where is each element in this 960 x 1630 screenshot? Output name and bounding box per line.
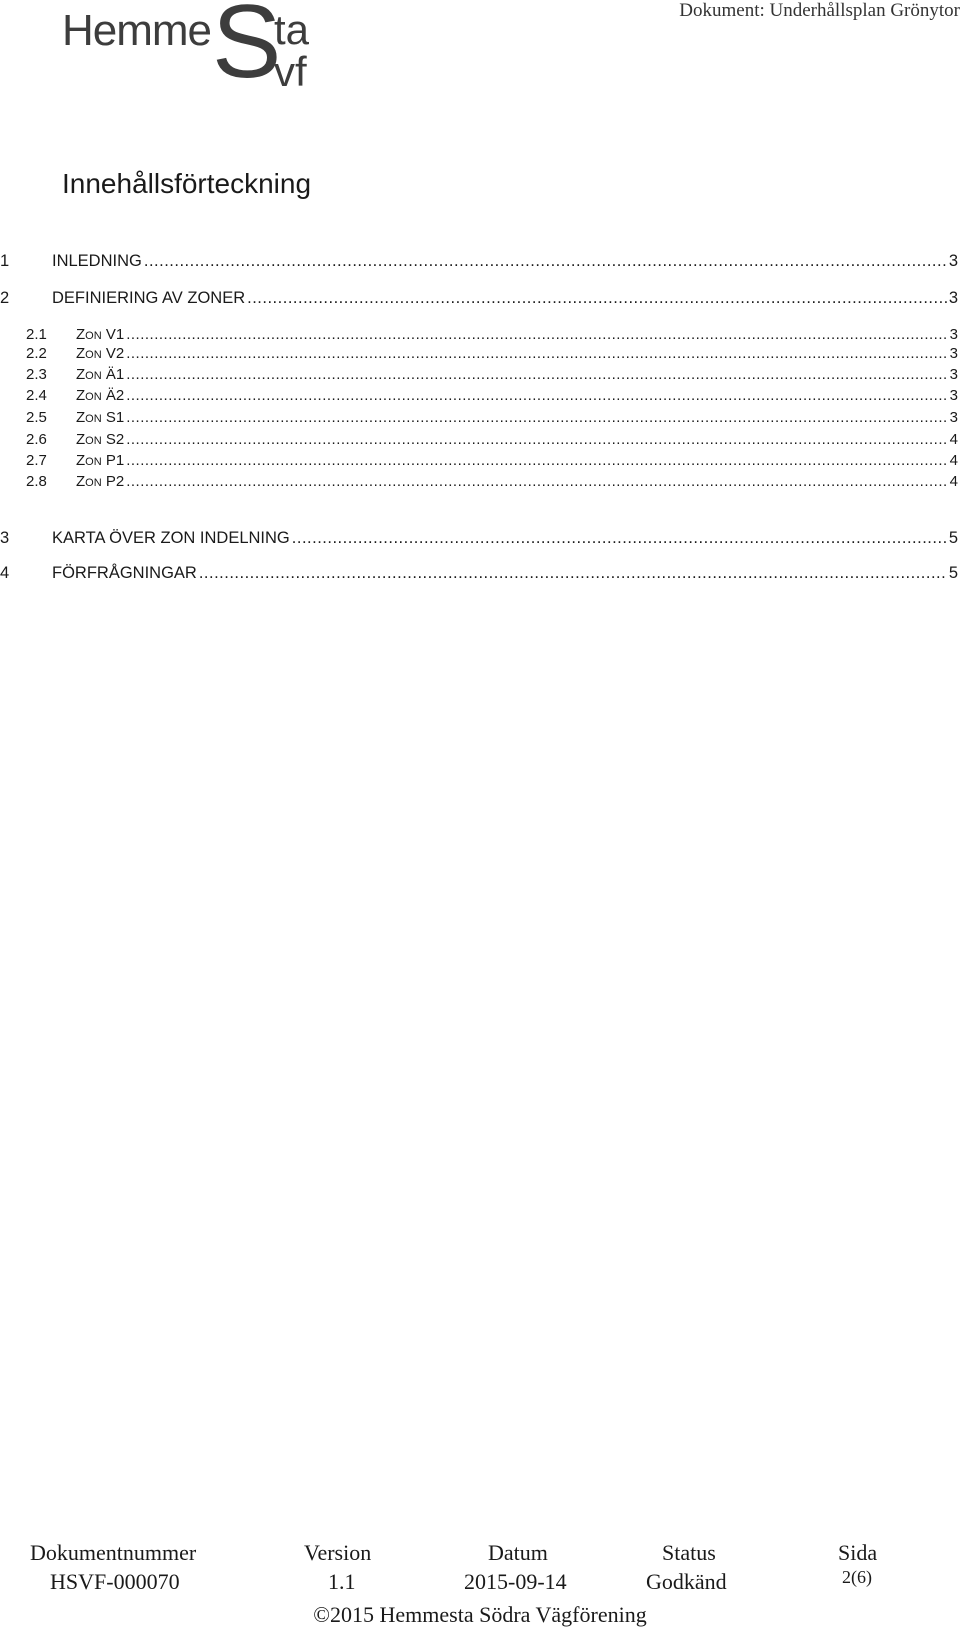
- toc-entry-title-smallcaps: ON: [85, 330, 102, 342]
- toc-entry[interactable]: [0, 409, 960, 431]
- toc-leader-dots: [126, 431, 947, 448]
- footer-value-row: [0, 1569, 960, 1597]
- toc-entry[interactable]: [0, 345, 960, 367]
- toc-entry-page: 3: [948, 289, 958, 307]
- toc-leader-dots: [199, 564, 947, 583]
- toc-entry-page: 3: [949, 345, 958, 362]
- toc-entry[interactable]: [0, 564, 960, 586]
- toc-entry-title-smallcaps: ON: [85, 370, 102, 382]
- toc-entry-number: 2.6: [26, 431, 47, 448]
- toc-entry-title-prefix: Z: [76, 387, 86, 404]
- toc-entry-page: 3: [949, 366, 958, 383]
- toc-entry-title: [76, 409, 124, 426]
- toc-leader-dots: [144, 252, 947, 271]
- toc-entry-title: [76, 452, 124, 469]
- toc-entry-number: 2.1: [26, 326, 47, 343]
- footer-page: 2(6): [842, 1567, 872, 1587]
- toc-entry-title-suffix: S1: [101, 409, 125, 426]
- toc-entry-title-suffix: V2: [101, 345, 125, 362]
- hemmesta-logo: [62, 0, 322, 100]
- toc-leader-dots: [247, 289, 947, 308]
- toc-entry-number: 2.5: [26, 409, 47, 426]
- toc-leader-dots: [126, 409, 947, 426]
- toc-entry-title: [52, 529, 290, 548]
- toc-entry-title-smallcaps: ON: [85, 477, 102, 489]
- toc-entry[interactable]: [0, 252, 960, 274]
- footer-docnumber: HSVF-000070: [50, 1569, 180, 1594]
- toc-entry-title-prefix: FÖRFRÅGNINGAR: [52, 564, 197, 582]
- footer-copyright: ©2015 Hemmesta Södra Vägförening: [313, 1602, 647, 1627]
- toc-entry[interactable]: [0, 473, 960, 495]
- toc-leader-dots: [126, 345, 947, 362]
- footer-header-version: Version: [304, 1540, 372, 1565]
- toc-entry-title: [76, 473, 124, 490]
- toc-entry-title-smallcaps: ON: [85, 413, 102, 425]
- toc-entry-title-suffix: S2: [101, 431, 125, 448]
- footer-header-row: [0, 1540, 960, 1568]
- toc-entry[interactable]: [0, 452, 960, 474]
- logo-text-ta: ta: [274, 6, 310, 53]
- toc-entry-title-prefix: INLEDNING: [52, 252, 142, 270]
- toc-entry-title: [52, 289, 245, 308]
- toc-entry-title-suffix: Ä2: [101, 387, 125, 404]
- toc-entry-title-smallcaps: ON: [85, 391, 102, 403]
- toc-entry-title-prefix: Z: [76, 409, 86, 426]
- toc-entry-number: 2.4: [26, 387, 47, 404]
- toc-entry-page: 5: [948, 564, 958, 582]
- toc-entry-title: [52, 564, 197, 583]
- toc-entry-title-suffix: V1: [101, 326, 125, 343]
- toc-entry-title-suffix: Ä1: [101, 366, 125, 383]
- toc-entry-number: 4: [0, 564, 10, 582]
- toc-entry-title: [76, 326, 124, 343]
- toc-entry-page: 4: [949, 431, 958, 448]
- toc-entry-title-smallcaps: ON: [85, 435, 102, 447]
- toc-leader-dots: [292, 529, 947, 548]
- logo-text-big-s: S: [212, 0, 282, 100]
- toc-entry-title-smallcaps: ON: [85, 349, 102, 361]
- toc-entry-title-prefix: KARTA ÖVER ZON INDELNING: [52, 529, 290, 547]
- toc-entry-title-smallcaps: ON: [85, 456, 102, 468]
- toc-entry-title-prefix: Z: [76, 473, 86, 490]
- toc-entry-number: 3: [0, 529, 10, 547]
- toc-entry[interactable]: [0, 366, 960, 388]
- toc-entry-page: 4: [949, 452, 958, 469]
- toc-entry-title-suffix: P1: [101, 452, 125, 469]
- toc-leader-dots: [126, 366, 947, 383]
- footer-header-docnumber: Dokumentnummer: [30, 1540, 197, 1565]
- logo-text-hemme: Hemme: [62, 6, 212, 55]
- toc-entry-number: 2: [0, 289, 10, 307]
- toc-title: Innehållsförteckning: [62, 168, 312, 199]
- toc-leader-dots: [126, 326, 947, 343]
- toc-entry-title: [76, 387, 124, 404]
- footer-version: 1.1: [328, 1569, 356, 1594]
- toc-entry-title-prefix: Z: [76, 366, 86, 383]
- toc-entry-title: [76, 366, 124, 383]
- toc-entry-number: 2.8: [26, 473, 47, 490]
- toc-entry-title-prefix: Z: [76, 431, 86, 448]
- toc-entry-page: 3: [948, 252, 958, 270]
- toc-entry-number: 1: [0, 252, 10, 270]
- toc-entry-title: [76, 345, 124, 362]
- toc-entry-title-prefix: Z: [76, 452, 86, 469]
- toc-entry[interactable]: [0, 387, 960, 409]
- footer-status: Godkänd: [646, 1569, 727, 1594]
- footer-date: 2015-09-14: [464, 1569, 567, 1594]
- toc-entry-number: 2.7: [26, 452, 47, 469]
- toc-entry[interactable]: [0, 289, 960, 311]
- footer-header-status: Status: [662, 1540, 716, 1565]
- toc-leader-dots: [126, 452, 947, 469]
- toc-entry[interactable]: [0, 431, 960, 453]
- document-label: Dokument: Underhållsplan Grönytor: [679, 0, 960, 21]
- toc-entry-page: 3: [949, 387, 958, 404]
- toc-entry-number: 2.2: [26, 345, 47, 362]
- toc-entry[interactable]: [0, 529, 960, 551]
- toc-entry-page: 3: [949, 409, 958, 426]
- toc-entry-number: 2.3: [26, 366, 47, 383]
- toc-entry-title: [76, 431, 124, 448]
- toc-leader-dots: [126, 473, 947, 490]
- toc-entry-page: 5: [948, 529, 958, 547]
- logo-text-vf: vf: [274, 48, 307, 95]
- footer-header-date: Datum: [488, 1540, 548, 1565]
- toc-entry-title-prefix: Z: [76, 345, 86, 362]
- toc-entry-page: 3: [949, 326, 958, 343]
- toc-entry-title: [52, 252, 142, 271]
- toc-entry-page: 4: [949, 473, 958, 490]
- footer-header-page: Sida: [838, 1540, 878, 1565]
- toc-entry-title-prefix: Z: [76, 326, 86, 343]
- toc-leader-dots: [126, 387, 947, 404]
- toc-entry-title-suffix: P2: [101, 473, 125, 490]
- toc-entry-title-prefix: DEFINIERING AV ZONER: [52, 289, 246, 307]
